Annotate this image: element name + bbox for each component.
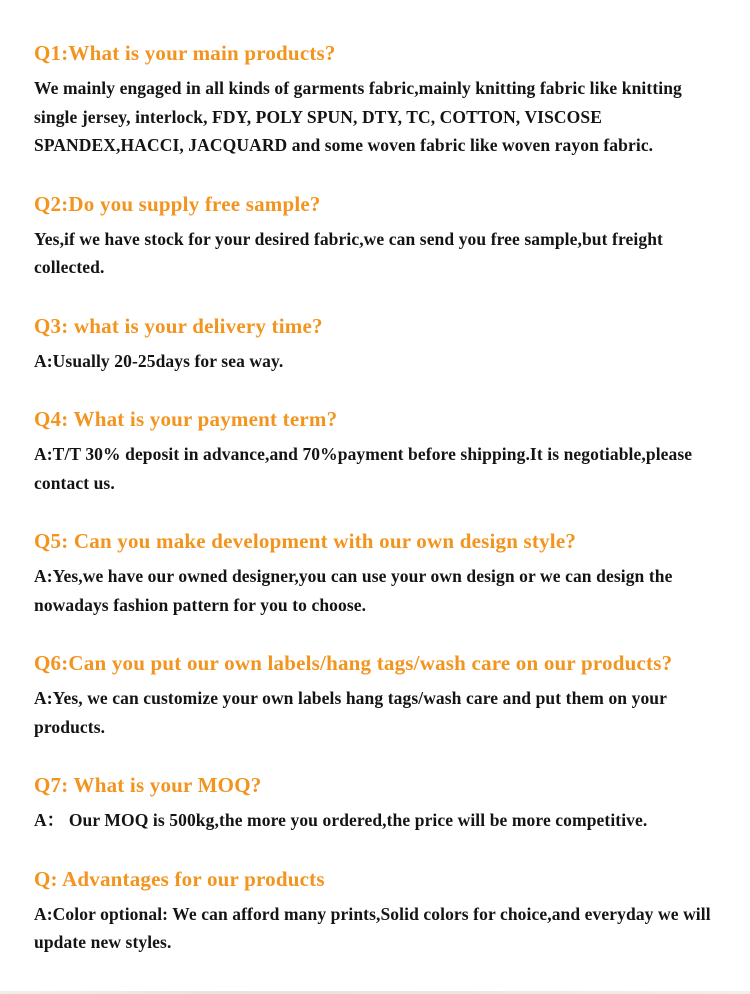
faq-question: Q5: Can you make development with our own design style? (34, 529, 577, 553)
faq-answer: A:Usually 20-25days for sea way. (34, 350, 284, 371)
faq-item-q7 (34, 774, 718, 835)
faq-answer: A:Yes, we can customize your own labels hang tags/wash care and put them on your products. (34, 688, 667, 737)
faq-item-q6 (34, 652, 718, 741)
faq-item-q2 (34, 193, 718, 282)
faq-question: Q4: What is your payment term? (34, 407, 338, 431)
faq-answer: A:Yes,we have our owned designer,you can use your own design or we can design the nowadays fashion pattern for you to choose. (34, 566, 673, 615)
faq-item-q5 (34, 530, 718, 619)
faq-answer: Yes,if we have stock for your desired fabric,we can send you free sample,but freight collected. (34, 228, 663, 277)
faq-answer: A： Our MOQ is 500kg,the more you ordered,the price will be more competitive. (34, 810, 648, 830)
faq-question: Q6:Can you put our own labels/hang tags/wash care on our products? (34, 651, 673, 675)
faq-item-q4 (34, 408, 718, 497)
faq-answer: A:Color optional: We can afford many prints,Solid colors for choice,and everyday we will update new styles. (34, 903, 711, 952)
faq-item-q3 (34, 315, 718, 376)
faq-answer: A:T/T 30% deposit in advance,and 70%payment before shipping.It is negotiable,please contact us. (34, 444, 693, 493)
faq-question: Q7: What is your MOQ? (34, 773, 262, 797)
faq-item-q1 (34, 42, 718, 160)
faq-question: Q1:What is your main products? (34, 41, 336, 65)
faq-question: Q: Advantages for our products (34, 866, 325, 891)
faq-question: Q2:Do you supply free sample? (34, 191, 321, 216)
faq-item-advantages (34, 868, 718, 957)
faq-question: Q3: what is your delivery time? (34, 313, 323, 338)
faq-answer: We mainly engaged in all kinds of garments fabric,mainly knitting fabric like knitting single jersey, interlock, FDY, POLY SPUN, DTY, TC, COTTON, VISCOSE SPANDEX,HACCI, JACQUARD and some woven fabric like woven rayon fabric. (34, 78, 682, 155)
